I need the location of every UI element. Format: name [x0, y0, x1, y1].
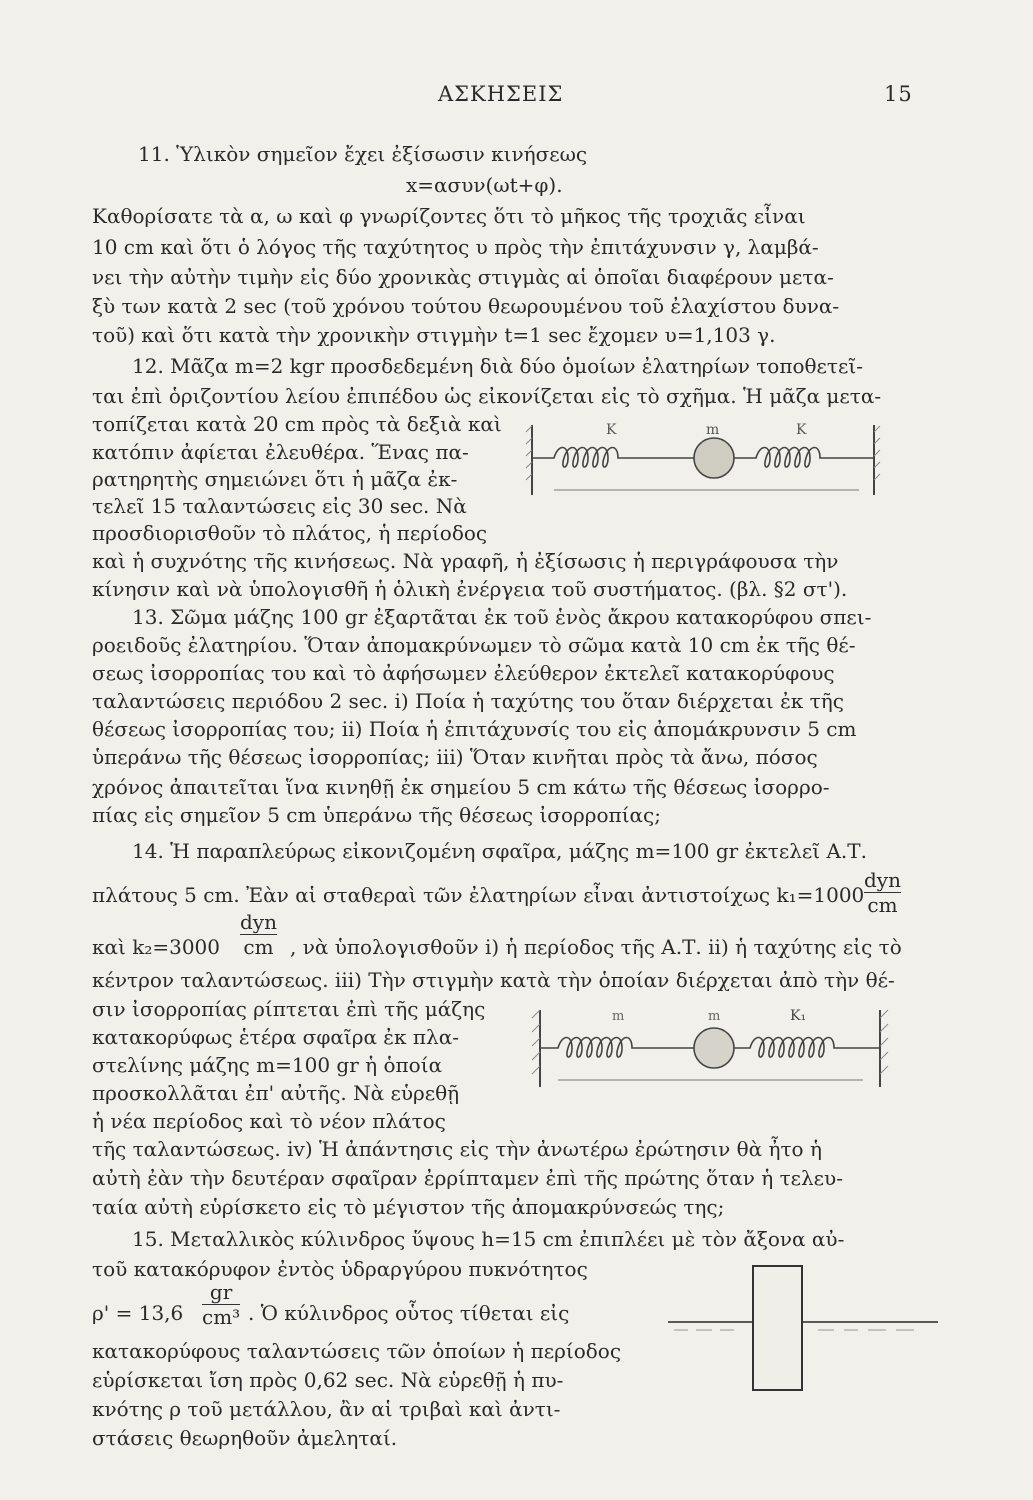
- text-line: κατακορύφως ἑτέρα σφαῖρα ἐκ πλα-: [92, 1025, 459, 1049]
- fraction-gr-cm3: [202, 1280, 240, 1329]
- figure1-label-mass: m: [706, 422, 720, 438]
- text-line: στάσεις θεωρηθοῦν ἀμεληταί.: [92, 1426, 398, 1450]
- text-line: . Ὁ κύλινδρος οὗτος τίθεται εἰς: [248, 1301, 570, 1325]
- text-line: ταλαντώσεις περιόδου 2 sec. i) Ποία ἡ ταχύτης του ὅταν διέρχεται ἐκ τῆς: [92, 689, 844, 713]
- text-line: αὐτὴ ἐὰν τὴν δευτέραν σφαῖραν ἐρρίπταμεν ἐπὶ τῆς πρώτης ὅταν ἡ τελευ-: [92, 1166, 843, 1190]
- spring-mass-figure-2: [528, 1002, 898, 1097]
- text-line: 10 cm καὶ ὅτι ὁ λόγος τῆς ταχύτητος υ πρὸς τὴν ἐπιτάχυνσιν γ, λαμβά-: [92, 235, 819, 259]
- equation-line: x=ασυν(ωt+φ).: [406, 173, 563, 197]
- text-line: εὑρίσκεται ἴση πρὸς 0,62 sec. Νὰ εὑρεθῇ ἡ πυ-: [92, 1368, 564, 1392]
- fraction-numerator: gr: [209, 1280, 233, 1304]
- text-line: , νὰ ὑπολογισθοῦν i) ἡ περίοδος τῆς Α.Τ. ii) ἡ ταχύτης εἰς τὸ: [290, 935, 902, 959]
- text-line: ταία αὐτὴ εὑρίσκετο εἰς τὸ μέγιστον τῆς ἀπομακρύνσεώς της;: [92, 1195, 725, 1219]
- figure1-label-right: K: [796, 422, 807, 438]
- text-line: ἡ νέα περίοδος καὶ τὸ νέον πλάτος: [92, 1109, 446, 1133]
- text-line: προσδιορισθοῦν τὸ πλάτος, ἡ περίοδος: [92, 521, 488, 545]
- figure2-label-right: K₁: [790, 1008, 807, 1024]
- fraction-denominator: cm: [243, 935, 274, 959]
- text-line: ρατηρητὴς σημειώνει ὅτι ἡ μᾶζα ἐκ-: [92, 467, 458, 491]
- text-line: πίας εἰς σημεῖον 5 cm ὑπεράνω τῆς θέσεως ἰσορροπίας;: [92, 803, 661, 827]
- text-line: κίνησιν καὶ νὰ ὑπολογισθῆ ἡ ὁλικὴ ἐνέργεια τοῦ συστήματος. (βλ. §2 στ').: [92, 577, 848, 601]
- spring-mass-figure-1: [524, 420, 884, 500]
- text-line: κατόπιν ἀφίεται ἐλευθέρα. Ἕνας πα-: [92, 440, 469, 464]
- page-number: 15: [884, 82, 913, 106]
- text-line: τελεῖ 15 ταλαντώσεις εἰς 30 sec. Νὰ: [92, 494, 467, 518]
- text-line: τοῦ κατακόρυφον ἐντὸς ὑδραργύρου πυκνότητος: [92, 1257, 588, 1281]
- text-line: τοπίζεται κατὰ 20 cm πρὸς τὰ δεξιὰ καὶ: [92, 412, 502, 436]
- text-line: Καθορίσατε τὰ α, ω καὶ φ γνωρίζοντες ὅτι τὸ μῆκος τῆς τροχιᾶς εἶναι: [92, 204, 806, 228]
- text-line: κέντρον ταλαντώσεως. iii) Τὴν στιγμὴν κατὰ τὴν ὁποίαν διέρχεται ἀπὸ τὴν θέ-: [92, 968, 895, 992]
- text-line: νει τὴν αὐτὴν τιμὴν εἰς δύο χρονικὰς στιγμὰς αἱ ὁποῖαι διαφέρουν μετα-: [92, 265, 834, 289]
- text-line: προσκολλᾶται ἐπ' αὐτῆς. Νὰ εὑρεθῇ: [92, 1081, 460, 1105]
- figure2-label-left: m: [612, 1009, 625, 1024]
- text-line: σιν ἰσορροπίας ρίπτεται ἐπὶ τῆς μάζης: [92, 997, 486, 1021]
- text-line: κατακορύφους ταλαντώσεις τῶν ὁποίων ἡ περίοδος: [92, 1339, 622, 1363]
- figure1-label-left: K: [606, 422, 617, 438]
- text-line: κνότης ρ τοῦ μετάλλου, ἂν αἱ τριβαὶ καὶ ἀντι-: [92, 1397, 561, 1421]
- text-line: χρόνος ἀπαιτεῖται ἵνα κινηθῇ ἐκ σημείου 5 cm κάτω τῆς θέσεως ἰσορρο-: [92, 775, 830, 799]
- text-line: τοῦ) καὶ ὅτι κατὰ τὴν χρονικὴν στιγμὴν t=1 sec ἔχομεν υ=1,103 γ.: [92, 323, 776, 347]
- text-line: ρ' = 13,6: [92, 1301, 184, 1325]
- text-line: 12. Μᾶζα m=2 kgr προσδεδεμένη διὰ δύο ὁμοίων ἐλατηρίων τοποθετεῖ-: [132, 354, 863, 378]
- fraction-numerator: dyn: [864, 868, 901, 892]
- text-line: ξὺ των κατὰ 2 sec (τοῦ χρόνου τούτου θεωρουμένου τοῦ ἐλαχίστου δυνα-: [92, 294, 840, 318]
- text-line: καὶ k₂=3000: [92, 935, 220, 959]
- figure2-label-mass: m: [708, 1009, 721, 1024]
- text-line: τῆς ταλαντώσεως. iv) Ἡ ἀπάντησις εἰς τὴν ἀνωτέρω ἐρώτησιν θὰ ἦτο ἡ: [92, 1137, 822, 1161]
- text-line: ροειδοῦς ἐλατηρίου. Ὅταν ἀπομακρύνωμεν τὸ σῶμα κατὰ 10 cm ἐκ τῆς θέ-: [92, 633, 856, 657]
- text-line: πλάτους 5 cm. Ἐὰν αἱ σταθεραὶ τῶν ἐλατηρίων εἶναι ἀντιστοίχως k₁=1000: [92, 883, 865, 907]
- text-line: ται ἐπὶ ὁριζοντίου λείου ἐπιπέδου ὡς εἰκονίζεται εἰς τὸ σχῆμα. Ἡ μᾶζα μετα-: [92, 384, 882, 408]
- floating-cylinder-figure: [668, 1260, 940, 1400]
- text-line: 13. Σῶμα μάζης 100 gr ἐξαρτᾶται ἐκ τοῦ ἑνὸς ἄκρου κατακορύφου σπει-: [132, 605, 872, 629]
- fraction-dyn-cm-1: [864, 868, 901, 917]
- fraction-dyn-cm-2: [240, 910, 277, 959]
- text-line: καὶ ἡ συχνότης τῆς κινήσεως. Νὰ γραφῆ, ἡ ἐξίσωσις ἡ περιγράφουσα τὴν: [92, 549, 839, 573]
- fraction-numerator: dyn: [240, 910, 277, 934]
- fraction-denominator: cm³: [202, 1305, 241, 1329]
- text-line: θέσεως ἰσορροπίας του; ii) Ποία ἡ ἐπιτάχυνσίς του εἰς ἀπομάκρυνσιν 5 cm: [92, 717, 857, 741]
- text-line: 14. Ἡ παραπλεύρως εἰκονιζομένη σφαῖρα, μάζης m=100 gr ἐκτελεῖ Α.Τ.: [132, 839, 867, 863]
- text-line: 15. Μεταλλικὸς κύλινδρος ὕψους h=15 cm ἐπιπλέει μὲ τὸν ἄξονα αὐ-: [132, 1227, 845, 1251]
- fraction-denominator: cm: [867, 893, 898, 917]
- text-line: σεως ἰσορροπίας του καὶ τὸ ἀφήσωμεν ἐλεύθερον ἐκτελεῖ κατακορύφους: [92, 661, 835, 685]
- text-line: ὑπεράνω τῆς θέσεως ἰσορροπίας; iii) Ὅταν κινῆται πρὸς τὰ ἄνω, πόσος: [92, 745, 818, 769]
- page-header-title: ΑΣΚΗΣΕΙΣ: [438, 82, 564, 106]
- text-line: στελίνης μάζης m=100 gr ἡ ὁποία: [92, 1053, 443, 1077]
- text-line: 11. Ὑλικὸν σημεῖον ἔχει ἐξίσωσιν κινήσεως: [138, 142, 588, 166]
